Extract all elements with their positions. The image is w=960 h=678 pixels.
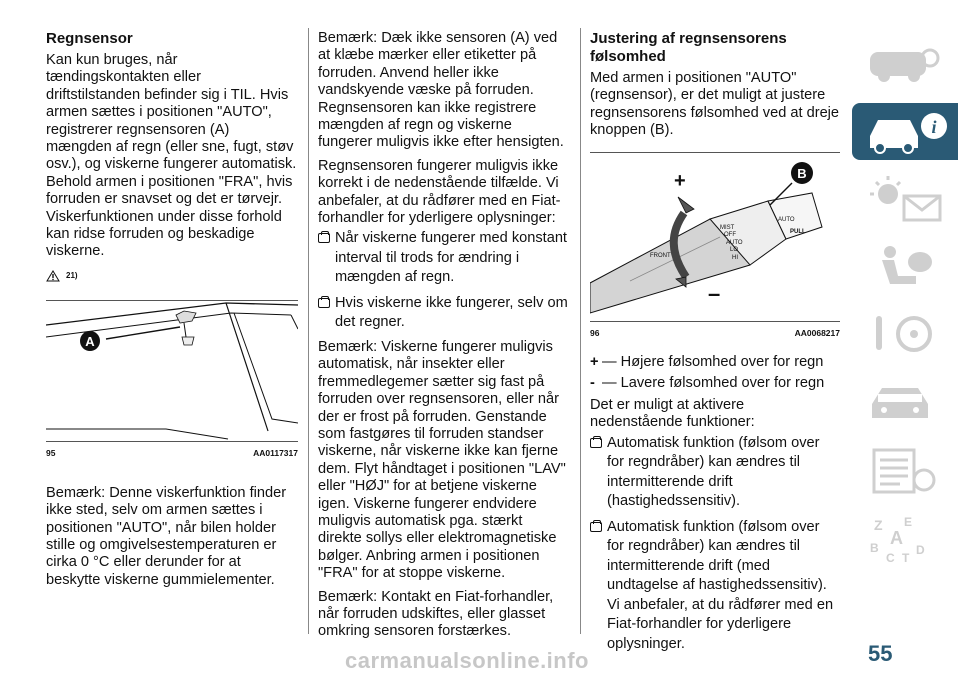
- paragraph: Bemærk: Viskerne fungerer muligvis automatisk, når insekter eller fremmedlegemer sætter sig fast på forruden over regnsensoren, eller når der er frost på forruden. Genstande som fastgøres til forruden standser viskerne, når viskerne ikke kan fjerne dem. Flyt håndtaget i positionen "LAV" eller "HØJ" for at betjene viskerne igen. Viskerne fungerer endvidere muligvis automatisk pga. stærkt direkte sollys eller elektromagnetiske bølger. Anbring armen i positionen "FRA" for at stoppe viskerne.: [318, 338, 566, 582]
- column-1: [46, 30, 298, 595]
- svg-text:Z: Z: [874, 517, 883, 533]
- paragraph: Bemærk: Kontakt en Fiat-forhandler, når forruden udskiftes, eller glasset omkring sensoren forstærkes.: [318, 588, 554, 640]
- list-item: [590, 518, 840, 655]
- tab-maintenance[interactable]: [852, 443, 958, 500]
- paragraph: Bemærk: Denne viskerfunktion finder ikke sted, selv om armen sættes i positionen "AUTO", når bilen holder stille og omgivelsestemperaturen er cirka 0 °C eller derunder for at beskytte viskerne gummielementer.: [46, 484, 287, 588]
- tab-lights[interactable]: [852, 171, 958, 228]
- svg-text:A: A: [890, 528, 903, 548]
- document-list-icon: [860, 446, 950, 496]
- figure-code: AA0117317: [253, 448, 298, 459]
- page-number: 55: [868, 641, 893, 666]
- column-divider: [308, 28, 309, 634]
- bullet-icon: [318, 233, 330, 243]
- paragraph: Regnsensoren fungerer muligvis ikke korrekt i de nedenstående tilfælde. Vi anbefaler, at du rådfører med en Fiat-forhandler for yderligere oplysninger:: [318, 157, 561, 227]
- label-auto-knob: AUTO: [778, 216, 795, 223]
- label-lo: LO: [730, 246, 739, 253]
- paragraph: Det er muligt at aktivere nedenstående funktioner:: [590, 396, 755, 431]
- list-item: [318, 229, 570, 288]
- windshield-illustration: [46, 301, 298, 441]
- legend-item: [590, 375, 840, 392]
- list-item: [318, 294, 570, 333]
- figure-code: AA0068217: [794, 327, 840, 338]
- figure-caption: [46, 445, 298, 462]
- list-item-text: Hvis viskerne ikke fungerer, selv om det regner.: [335, 294, 568, 331]
- car-front-icon: [860, 378, 950, 428]
- svg-text:C: C: [886, 551, 895, 564]
- svg-text:T: T: [902, 551, 910, 564]
- warning-hand-icon: [46, 270, 60, 282]
- section-heading-sensitivity: Justering af regnsensorens følsomhed: [590, 30, 787, 65]
- legend-text: — Højere følsomhed over for regn: [602, 354, 824, 371]
- figure-windshield-sensor: [46, 300, 298, 442]
- legend-text: — Lavere følsomhed over for regn: [602, 375, 825, 392]
- car-info-icon: [860, 106, 950, 156]
- list-item-text: Når viskerne fungerer med konstant interval til trods for ændring i mængden af regn.: [335, 230, 567, 286]
- callout-a: A: [85, 334, 95, 350]
- column-divider: [580, 28, 581, 634]
- label-auto: AUTO: [726, 239, 743, 246]
- section-heading-rain-sensor: Regnsensor: [46, 30, 133, 47]
- list-item-text: Automatisk funktion (følsom over for regndråber) kan ændres til intermitterende drift (med undtagelse af hastighedssensitiv). Vi anbefaler, at du rådfører med en Fiat-forhandler for yderligere oplysninger.: [607, 518, 834, 652]
- figure-number: 95: [46, 448, 56, 459]
- figure-wiper-stalk: [590, 152, 840, 322]
- car-dashboard-icon: [860, 38, 950, 88]
- tab-dashboard[interactable]: [852, 35, 958, 92]
- warning-reference-label: 21): [66, 270, 78, 280]
- legend-symbol: +: [590, 354, 599, 371]
- svg-text:D: D: [916, 543, 925, 557]
- light-envelope-icon: [860, 174, 950, 224]
- bullet-icon: [590, 438, 602, 448]
- tab-index[interactable]: [852, 511, 958, 568]
- list-item-text: Automatisk funktion (følsom over for regndråber) kan ændres til intermitterende drift (hastighedssensitiv).: [607, 434, 820, 510]
- svg-text:E: E: [904, 515, 913, 529]
- plus-sign: +: [674, 169, 686, 192]
- paragraph: Med armen i positionen "AUTO" (regnsensor), er det muligt at justere regnsensorens følsomhed ved at dreje knoppen (B).: [590, 70, 840, 139]
- column-3: [590, 30, 840, 660]
- svg-text:B: B: [870, 541, 879, 555]
- figure-number: 96: [590, 327, 600, 338]
- label-mist: MIST: [720, 224, 735, 231]
- minus-sign: –: [708, 280, 721, 306]
- tab-emergency[interactable]: [852, 375, 958, 432]
- wiper-stalk-illustration: [590, 153, 840, 321]
- label-pull: PULL: [790, 228, 806, 235]
- figure-caption: [590, 325, 840, 342]
- list-item: [590, 434, 840, 512]
- tab-driving[interactable]: [852, 307, 958, 364]
- watermark: carmanualsonline.info: [345, 648, 589, 673]
- bullet-icon: [590, 522, 602, 532]
- legend-item: [590, 354, 840, 371]
- alphabet-index-icon: [860, 514, 950, 564]
- column-2: [318, 30, 570, 647]
- paragraph: Bemærk: Dæk ikke sensoren (A) ved at klæbe mærker eller etiketter på forruden. Anvend heller ikke vandskyende væske på forruden. Regnsensoren kan ikke registrere mængden af regn og viskerne fungerer muligvis ikke efter hensigten.: [318, 30, 564, 151]
- warning-reference: [46, 267, 298, 284]
- tab-car-info[interactable]: [852, 103, 958, 160]
- paragraph: Kan kun bruges, når tændingskontakten eller driftstilstanden befinder sig i TIL. Hvis armen sættes i positionen "AUTO", registrerer regnsensoren (A) mængden af regn (eller sne, fugt, støv osv.), og viskerne fungerer automatisk. Behold armen i positionen "FRA", hvis forruden er snavset og det er tørvejr. Viskerfunktionen under disse forhold kan ridse forruden og beskadige viskerne.: [46, 52, 297, 260]
- tab-safety[interactable]: [852, 239, 958, 296]
- label-hi: HI: [732, 254, 738, 261]
- callout-b: B: [797, 165, 807, 181]
- bullet-icon: [318, 298, 330, 308]
- label-off: OFF: [724, 231, 736, 238]
- svg-text:i: i: [931, 117, 937, 137]
- seat-airbag-icon: [860, 242, 950, 292]
- steering-wrench-icon: [860, 310, 950, 360]
- label-front: FRONT: [650, 252, 671, 259]
- legend-symbol: -: [590, 375, 595, 392]
- chapter-tabs: [852, 35, 958, 579]
